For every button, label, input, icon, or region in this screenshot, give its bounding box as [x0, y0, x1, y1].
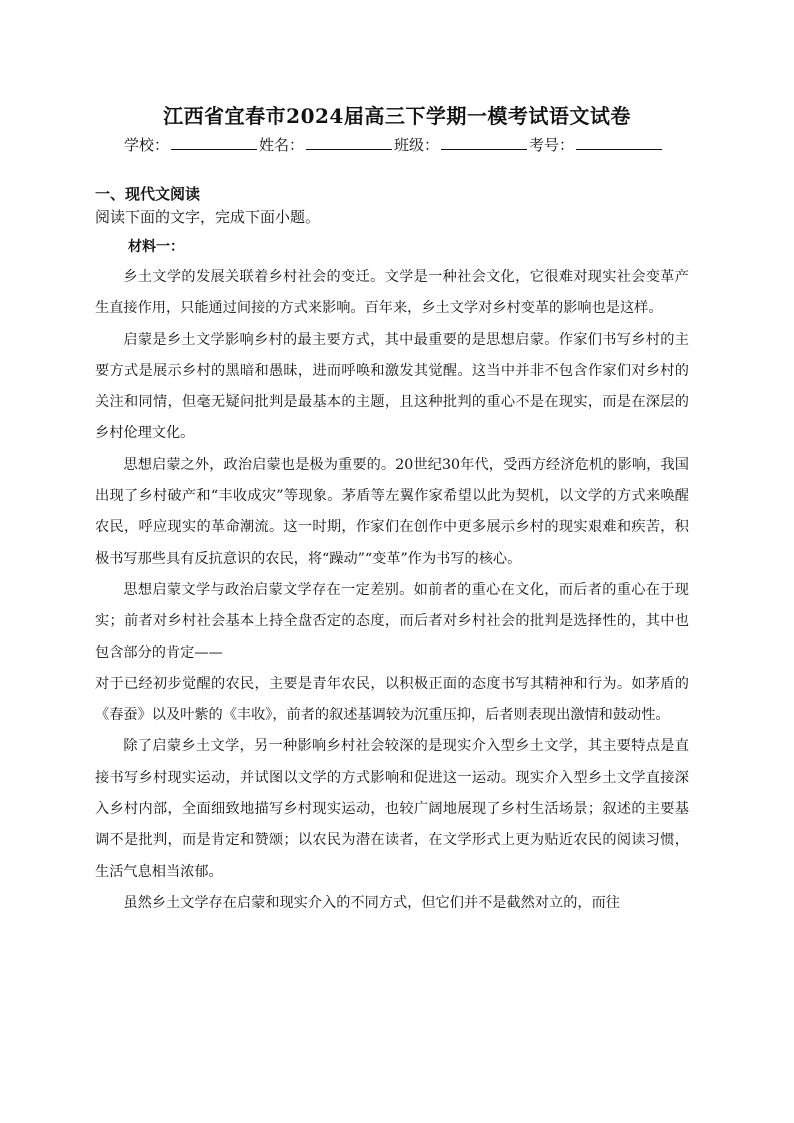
id-blank[interactable]	[576, 135, 662, 150]
paragraph: 除了启蒙乡土文学，另一种影响乡村社会较深的是现实介入型乡土文学，其主要特点是直接书写乡村现实运动，并试图以文学的方式影响和促进这一运动。现实介入型乡土文学直接深入乡村内部，全面细致地描写乡村现实运动，也较广阔地展现了乡村生活场景；叙述的主要基调不是批判，而是肯定和赞颂；以农民为潜在读者，在文学形式上更为贴近农民的阅读习惯，生活气息相当浓郁。	[95, 738, 689, 880]
name-label: 姓名：	[259, 136, 305, 154]
document-title: 江西省宜春市2024届高三下学期一模考试语文试卷	[163, 104, 631, 128]
class-label: 班级：	[394, 136, 440, 154]
passage-body	[95, 262, 689, 919]
class-blank[interactable]	[441, 135, 527, 150]
material-label: 材料一：	[128, 239, 184, 255]
paragraph: 思想启蒙之外，政治启蒙也是极为重要的。20世纪30年代，受西方经济危机的影响，我国出现了乡村破产和“丰收成灾”等现象。茅盾等左翼作家希望以此为契机，以文学的方式来唤醒农民，呼应现实的革命潮流。这一时期，作家们在创作中更多展示乡村的现实艰难和疾苦，积极书写那些具有反抗意识的农民，将“躁动”“变革”作为书写的核心。	[95, 456, 689, 567]
school-blank[interactable]	[171, 135, 257, 150]
section-heading: 一、现代文阅读	[95, 185, 201, 203]
name-blank[interactable]	[306, 135, 392, 150]
student-info-line	[124, 134, 684, 155]
id-label: 考号：	[529, 136, 575, 154]
paragraph: 虽然乡土文学存在启蒙和现实介入的不同方式，但它们并不是截然对立的，而往	[123, 894, 620, 911]
paragraph: 对于已经初步觉醒的农民，主要是青年农民，以积极正面的态度书写其精神和行为。如茅盾的《春蚕》以及叶紫的《丰收》，前者的叙述基调较为沉重压抑，后者则表现出激情和鼓动性。	[95, 675, 689, 724]
paragraph: 思想启蒙文学与政治启蒙文学存在一定差别。如前者的重心在文化，而后者的重心在于现实；前者对乡村社会基本上持全盘否定的态度，而后者对乡村社会的批判是选择性的，其中也包含部分的肯定——	[95, 581, 689, 661]
school-label: 学校：	[124, 136, 170, 154]
instruction-text: 阅读下面的文字，完成下面小题。	[95, 208, 321, 226]
paragraph: 启蒙是乡土文学影响乡村的最主要方式，其中最重要的是思想启蒙。作家们书写乡村的主要方式是展示乡村的黑暗和愚昧，进而呼唤和激发其觉醒。这当中并非不包含作家们对乡村的关注和同情，但毫无疑问批判是最基本的主题，且这种批判的重心不是在现实，而是在深层的乡村伦理文化。	[95, 331, 689, 442]
paragraph: 乡土文学的发展关联着乡村社会的变迁。文学是一种社会文化，它很难对现实社会变革产生直接作用，只能通过间接的方式来影响。百年来，乡土文学对乡村变革的影响也是这样。	[95, 269, 689, 317]
